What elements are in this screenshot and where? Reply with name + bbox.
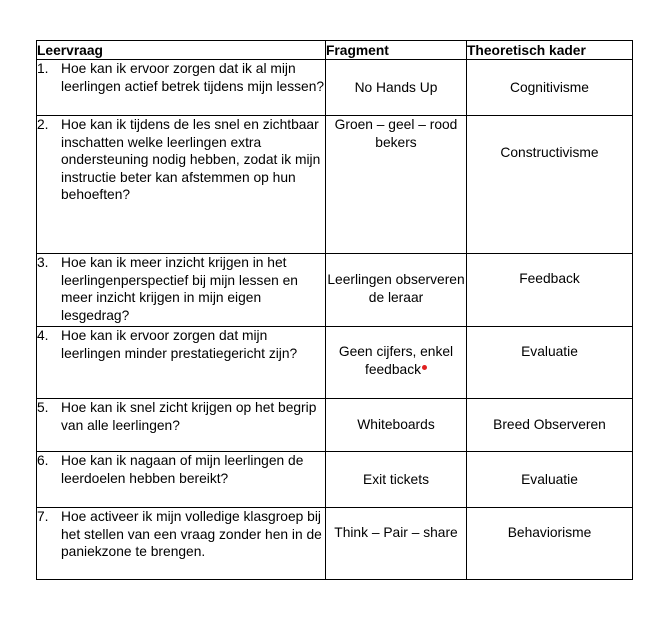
- question-number: 1.: [37, 61, 49, 76]
- theory-cell: Cognitivisme: [467, 60, 633, 116]
- question-text: Hoe kan ik ervoor zorgen dat mijn leerlingen minder prestatiegericht zijn?: [61, 328, 298, 361]
- table-row: [37, 60, 633, 116]
- fragment-text: Geen cijfers, enkel feedback: [338, 344, 454, 377]
- question-text: Hoe kan ik meer inzicht krijgen in het leerlingenperspectief bij mijn lessen en meer inzicht krijgen in mijn eigen lesgedrag?: [61, 255, 298, 323]
- question-number: 7.: [37, 509, 49, 524]
- question-number: 6.: [37, 453, 49, 468]
- question-cell: [37, 399, 326, 452]
- theory-cell: Behaviorisme: [467, 508, 633, 580]
- table-row: [37, 452, 633, 508]
- question-number: 5.: [37, 400, 49, 415]
- learning-questions-table: [36, 40, 633, 580]
- fragment-cell: Whiteboards: [326, 399, 467, 452]
- table-row: [37, 508, 633, 580]
- theory-cell: Breed Observeren: [467, 399, 633, 452]
- question-text: Hoe kan ik snel zicht krijgen op het begrip van alle leerlingen?: [61, 400, 317, 433]
- question-cell: [37, 254, 326, 327]
- question-text: Hoe kan ik tijdens de les snel en zichtbaar inschatten welke leerlingen extra ondersteuning nodig hebben, zodat ik mijn instructie beter kan afstemmen op hun behoeften?: [61, 117, 321, 202]
- fragment-cell: Groen – geel – rood bekers: [326, 116, 467, 254]
- header-row: [37, 41, 633, 60]
- question-cell: [37, 452, 326, 508]
- theory-cell: Constructivisme: [467, 116, 633, 254]
- table-row: [37, 327, 633, 399]
- question-cell: [37, 60, 326, 116]
- question-cell: [37, 508, 326, 580]
- fragment-cell: Exit tickets: [326, 452, 467, 508]
- fragment-cell: [326, 327, 467, 399]
- theory-cell: Feedback: [467, 254, 633, 327]
- question-text: Hoe kan ik ervoor zorgen dat ik al mijn leerlingen actief betrek tijdens mijn lessen?: [61, 61, 325, 94]
- table-row: [37, 399, 633, 452]
- fragment-cell: No Hands Up: [326, 60, 467, 116]
- question-number: 3.: [37, 255, 49, 270]
- header-theoretisch-kader: Theoretisch kader: [467, 41, 633, 60]
- header-fragment: Fragment: [326, 41, 467, 60]
- question-cell: [37, 116, 326, 254]
- theory-cell: Evaluatie: [467, 327, 633, 399]
- question-number: 2.: [37, 117, 49, 132]
- question-text: Hoe activeer ik mijn volledige klasgroep bij het stellen van een vraag zonder hen in de paniekzone te brengen.: [61, 509, 322, 559]
- fragment-cell: Think – Pair – share: [326, 508, 467, 580]
- question-number: 4.: [37, 328, 49, 343]
- table-row: [37, 254, 633, 327]
- table-row: [37, 116, 633, 254]
- red-dot-marker: [422, 365, 427, 370]
- question-cell: [37, 327, 326, 399]
- question-text: Hoe kan ik nagaan of mijn leerlingen de leerdoelen hebben bereikt?: [61, 453, 304, 486]
- theory-cell: Evaluatie: [467, 452, 633, 508]
- fragment-cell: Leerlingen observeren de leraar: [326, 254, 467, 327]
- header-leervraag: Leervraag: [37, 41, 326, 60]
